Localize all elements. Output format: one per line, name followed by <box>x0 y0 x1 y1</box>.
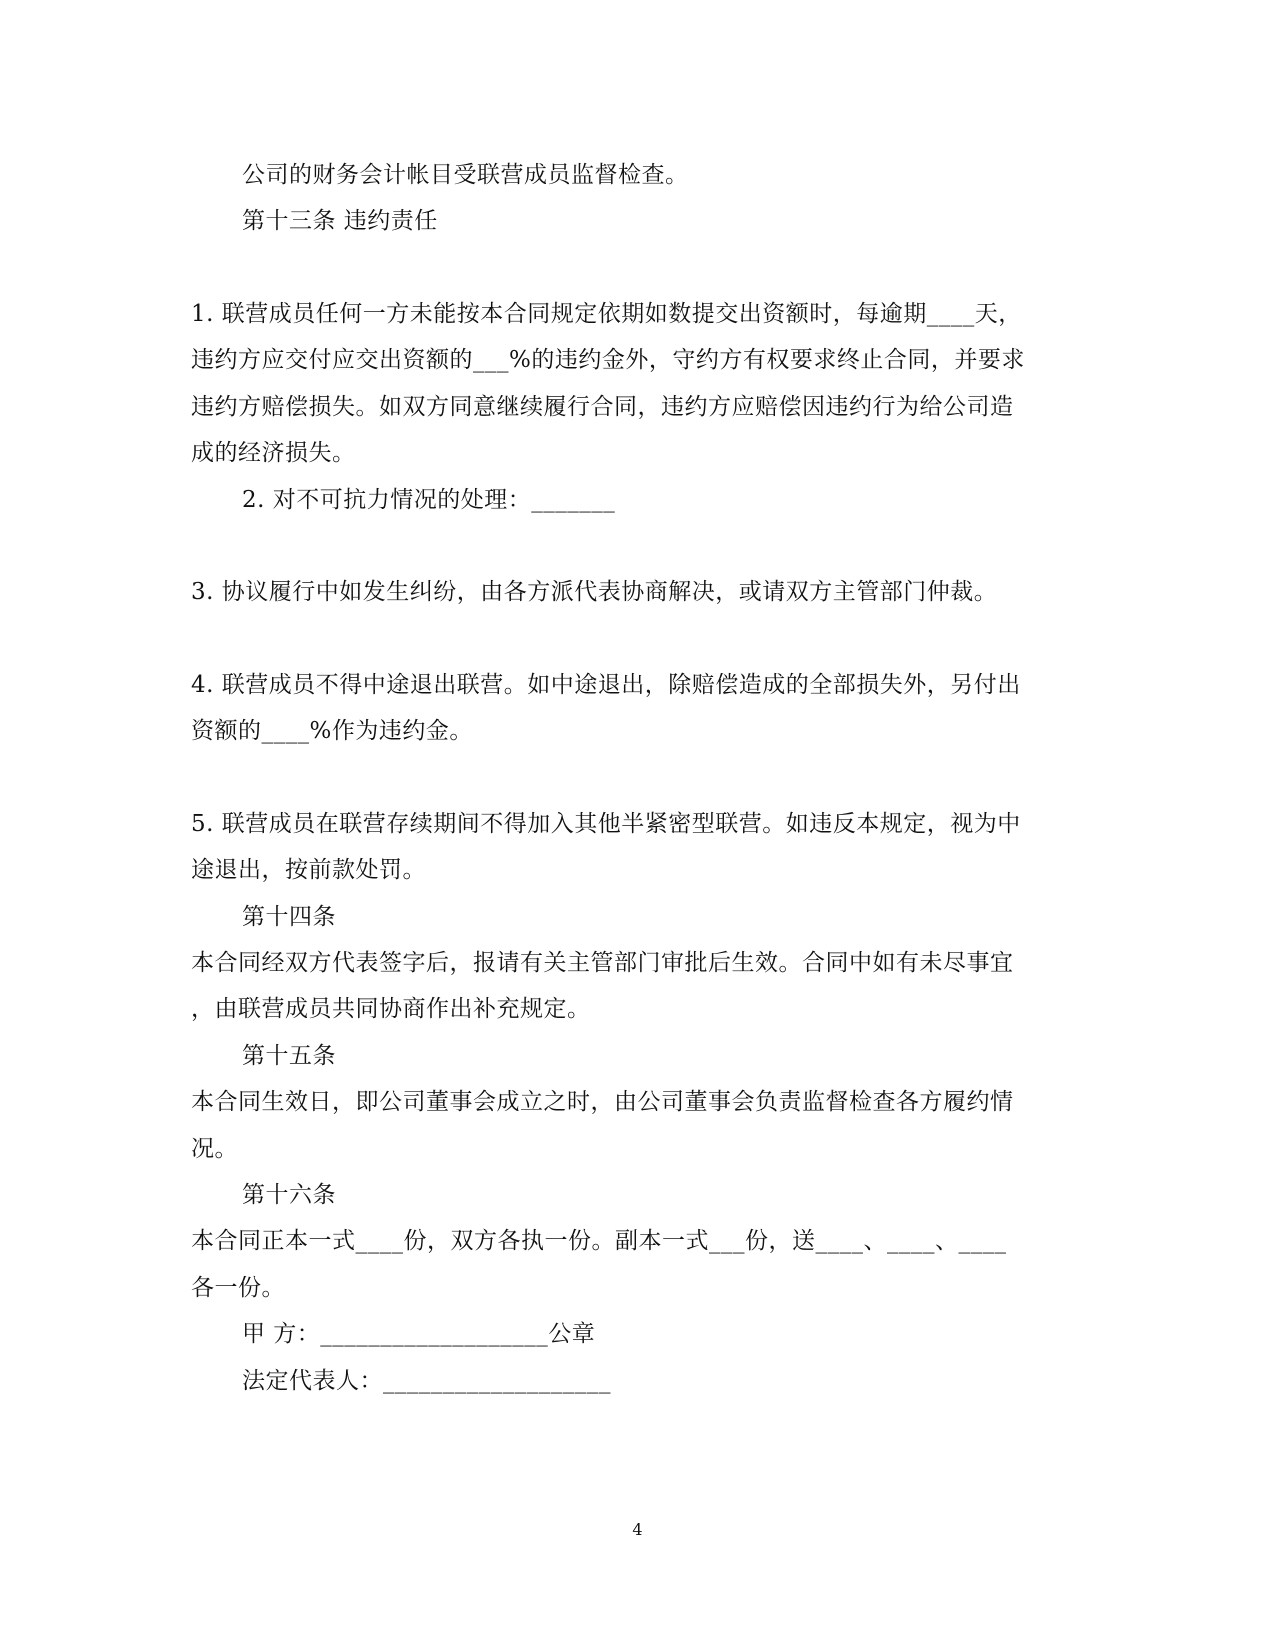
article-13-heading: 第十三条 违约责任 <box>242 208 438 234</box>
article-13-item-1-line-2: 违约方应交付应交出资额的___%的违约金外，守约方有权要求终止合同，并要求 <box>191 347 1025 373</box>
article-13-item-4-line-1: 4. 联营成员不得中途退出联营。如中途退出，除赔偿造成的全部损失外，另付出 <box>191 672 1021 698</box>
article-16-heading: 第十六条 <box>242 1182 336 1208</box>
article-13-item-3: 3. 协议履行中如发生纠纷，由各方派代表协商解决，或请双方主管部门仲裁。 <box>191 579 998 605</box>
article-13-item-1-line-3: 违约方赔偿损失。如双方同意继续履行合同，违约方应赔偿因违约行为给公司造 <box>191 394 1014 420</box>
article-13-item-1-line-1: 1. 联营成员任何一方未能按本合同规定依期如数提交出资额时，每逾期____天， <box>191 301 1022 327</box>
article-13-item-4-line-2: 资额的____%作为违约金。 <box>191 718 473 744</box>
article-15-heading: 第十五条 <box>242 1043 336 1069</box>
clause-12-text-end: 公司的财务会计帐目受联营成员监督检查。 <box>242 162 689 188</box>
article-13-item-1-line-4: 成的经济损失。 <box>191 440 356 466</box>
page-number: 4 <box>632 1520 643 1539</box>
article-13-item-2: 2. 对不可抗力情况的处理：_______ <box>242 487 616 513</box>
article-15-text-line-1: 本合同生效日，即公司董事会成立之时，由公司董事会负责监督检查各方履约情 <box>191 1089 1014 1115</box>
article-16-text-line-2: 各一份。 <box>191 1275 285 1301</box>
article-15-text-line-2: 况。 <box>191 1136 238 1162</box>
article-16-text-line-1: 本合同正本一式____份，双方各执一份。副本一式___份，送____、____、____ <box>191 1228 1007 1254</box>
article-13-item-5-line-1: 5. 联营成员在联营存续期间不得加入其他半紧密型联营。如违反本规定，视为中 <box>191 811 1021 837</box>
article-14-heading: 第十四条 <box>242 904 336 930</box>
article-13-item-5-line-2: 途退出，按前款处罚。 <box>191 857 426 883</box>
article-14-text-line-2: ，由联营成员共同协商作出补充规定。 <box>191 996 591 1022</box>
party-a-signature-line: 甲 方：___________________公章 <box>242 1321 596 1347</box>
article-14-text-line-1: 本合同经双方代表签字后，报请有关主管部门审批后生效。合同中如有未尽事宜 <box>191 950 1014 976</box>
legal-representative-line: 法定代表人：___________________ <box>242 1368 611 1394</box>
